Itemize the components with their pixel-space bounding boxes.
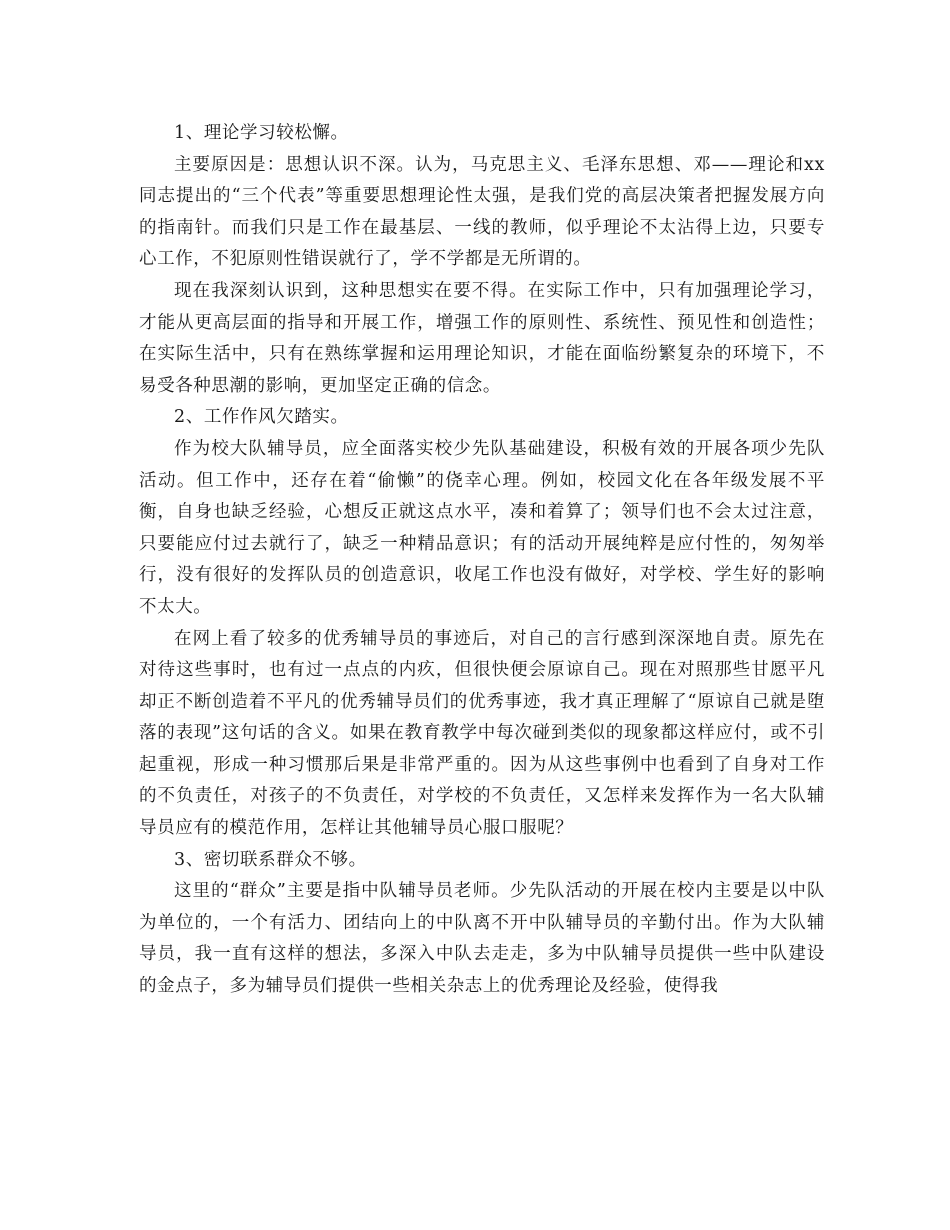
heading-work-style: 2、工作作风欠踏实。 (174, 407, 349, 428)
document-body (139, 118, 825, 1003)
paragraph-main-reason: 主要原因是：思想认识不深。认为，马克思主义、毛泽东思想、邓——理论和xx同志提出的“三个代表”等重要思想理论性太强，是我们党的高层决策者把握发展方向的指南针。而我们只是工作在最基层、一线的教师，似乎理论不太沾得上边，只要专心工作，不犯原则性错误就行了，学不学都是无所谓的。 (139, 154, 825, 270)
heading-theory-study: 1、理论学习较松懈。 (174, 123, 349, 143)
paragraph-deep-realization: 现在我深刻认识到，这种思想实在要不得。在实际工作中，只有加强理论学习，才能从更高层面的指导和开展工作，增强工作的原则性、系统性、预见性和创造性；在实际生活中，只有在熟练掌握和运用理论知识，才能在面临纷繁复杂的环境下，不易受各种思潮的影响，更加坚定正确的信念。 (139, 280, 825, 396)
heading-contact-masses: 3、密切联系群众不够。 (174, 849, 367, 870)
paragraph-self-reflection: 在网上看了较多的优秀辅导员的事迹后，对自己的言行感到深深地自责。原先在对待这些事时，也有过一点点的内疚，但很快便会原谅自己。现在对照那些甘愿平凡却正不断创造着不平凡的优秀辅导员们的优秀事迹，我才真正理解了“原谅自己就是堕落的表现”这句话的含义。如果在教育教学中每次碰到类似的现象都这样应付，或不引起重视，形成一种习惯那后果是非常严重的。因为从这些事例中也看到了自身对工作的不负责任，对孩子的不负责任，对学校的不负责任，又怎样来发挥作为一名大队辅导员应有的模范作用，怎样让其他辅导员心服口服呢？ (139, 628, 825, 839)
paragraph-masses-meaning: 这里的“群众”主要是指中队辅导员老师。少先队活动的开展在校内主要是以中队为单位的，一个有活力、团结向上的中队离不开中队辅导员的辛勤付出。作为大队辅导员，我一直有这样的想法，多深入中队去走走，多为中队辅导员提供一些中队建设的金点子，多为辅导员们提供一些相关杂志上的优秀理论及经验，使得我 (139, 881, 825, 997)
paragraph-counselor-duty: 作为校大队辅导员，应全面落实校少先队基础建设，积极有效的开展各项少先队活动。但工作中，还存在着“偷懒”的侥幸心理。例如，校园文化在各年级发展不平衡，自身也缺乏经验，心想反正就这点水平，凑和着算了；领导们也不会太过注意，只要能应付过去就行了，缺乏一种精品意识；有的活动开展纯粹是应付性的，匆匆举行，没有很好的发挥队员的创造意识，收尾工作也没有做好，对学校、学生好的影响不太大。 (139, 438, 825, 617)
